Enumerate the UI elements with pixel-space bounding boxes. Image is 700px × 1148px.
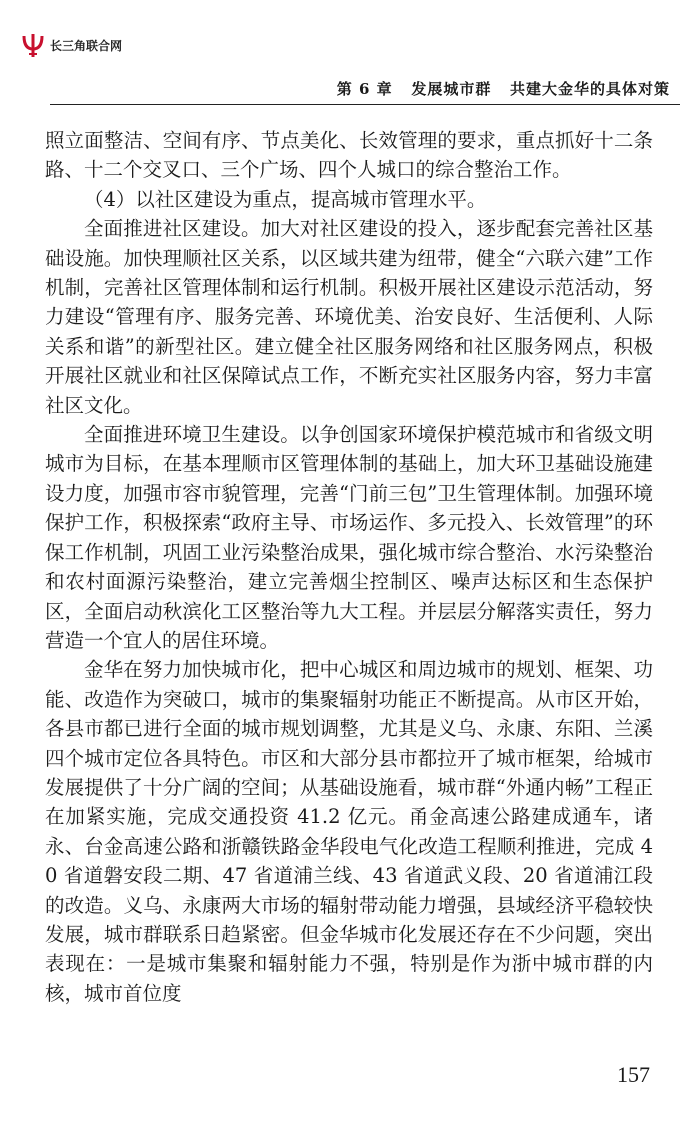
site-logo xyxy=(20,30,122,60)
paragraph-environment: 全面推进环境卫生建设。以争创国家环境保护模范城市和省级文明城市为目标，在基本理顺市区管理体制的基础上，加大环卫基础设施建设力度，加强市容市貌管理，完善“门前三包”卫生管理体制。加强环境保护工作，积极探索“政府主导、市场运作、多元投入、长效管理”的环保工作机制，巩固工业污染整治成果，强化城市综合整治、水污染整治和农村面源污染整治，建立完善烟尘控制区、噪声达标区和生态保护区，全面启动秋滨化工区整治等九大工程。并层层分解落实责任，努力营造一个宜人的居住环境。 xyxy=(45,423,653,652)
paragraph-urbanization: 金华在努力加快城市化，把中心城区和周边城市的规划、框架、功能、改造作为突破口，城市的集聚辐射功能正不断提高。从市区开始，各县市都已进行全面的城市规划调整，尤其是义乌、永康、东阳、兰溪四个城市定位各具特色。市区和大部分县市都拉开了城市框架，给城市发展提供了十分广阔的空间；从基础设施看，城市群“外通内畅”工程正在加紧实施，完成交通投资 41.2 亿元。甬金高速公路建成通车，诸永、台金高速公路和浙赣铁路金华段电气化改造工程顺利推进，完成 40 省道磐安段二期、47 省道浦兰线、43 省道武义段、20 省道浦江段的改造。义乌、永康两大市场的辐射带动能力增强，县域经济平稳较快发展，城市群联系日趋紧密。但金华城市化发展还存在不少问题，突出表现在：一是城市集聚和辐射能力不强，特别是作为浙中城市群的内核，城市首位度 xyxy=(45,658,653,1005)
page-number: 157 xyxy=(617,1062,650,1087)
logo-icon xyxy=(20,32,46,58)
section-heading: （4）以社区建设为重点，提高城市管理水平。 xyxy=(84,187,487,211)
paragraph-continuation: 照立面整洁、空间有序、节点美化、长效管理的要求，重点抓好十二条路、十二个交叉口、三个广场、四个人城口的综合整治工作。 xyxy=(45,129,653,182)
running-title: 第 6 章 发展城市群 共建大金华的具体对策 xyxy=(336,80,670,98)
logo-text: 长三角联合网 xyxy=(50,38,123,53)
header-rule xyxy=(50,104,680,105)
page-header xyxy=(20,30,680,100)
body-text xyxy=(45,126,653,1008)
paragraph-community: 全面推进社区建设。加大对社区建设的投入，逐步配套完善社区基础设施。加快理顺社区关系，以区域共建为纽带，健全“六联六建”工作机制，完善社区管理体制和运行机制。积极开展社区建设示范活动，努力建设“管理有序、服务完善、环境优美、治安良好、生活便利、人际关系和谐”的新型社区。建立健全社区服务网络和社区服务网点，积极开展社区就业和社区保障试点工作，不断充实社区服务内容，努力丰富社区文化。 xyxy=(45,217,653,417)
